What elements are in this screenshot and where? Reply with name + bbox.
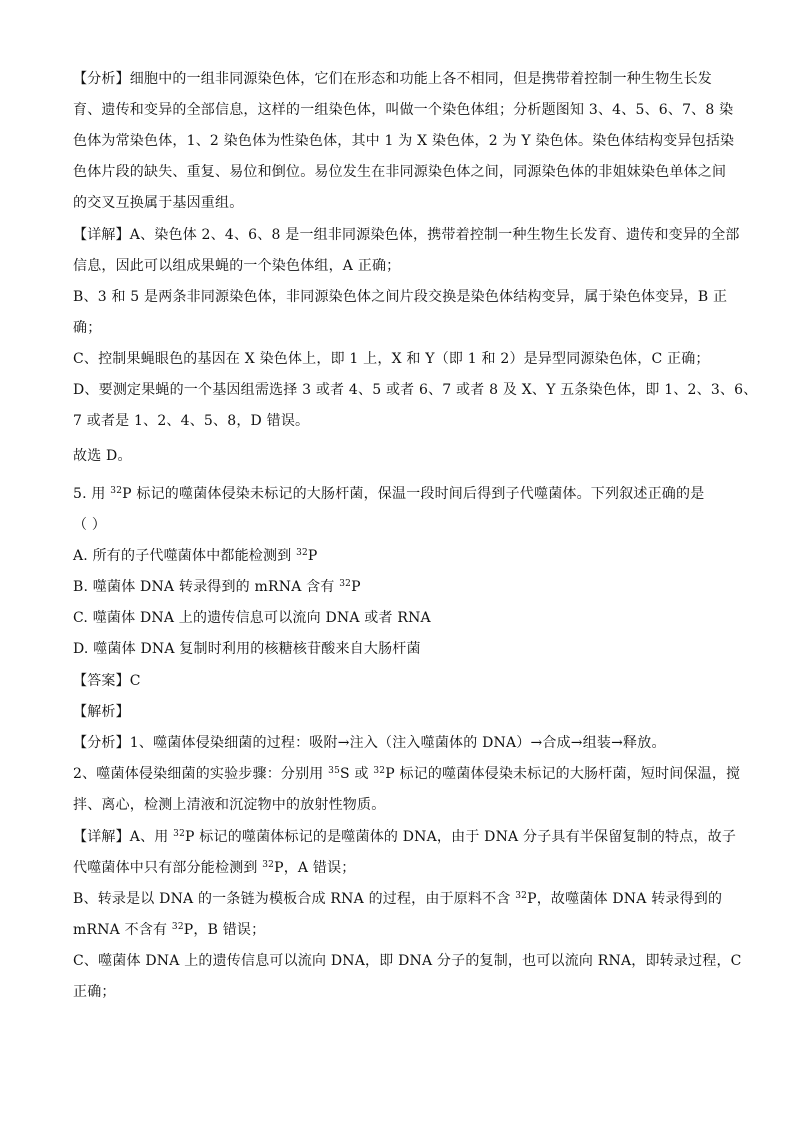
analysis1-line-2: 育、遗传和变异的全部信息，这样的一组染色体，叫做一个染色体组；分析题图知 3、4、5、6、7、8 染 — [73, 102, 734, 118]
option-b: B. 噬菌体 DNA 转录得到的 mRNA 含有 $^{32}$P — [73, 579, 361, 595]
analysis-header: 【解析】 — [73, 704, 130, 720]
detail2-c-line-1: C、噬菌体 DNA 上的遗传信息可以流向 DNA，即 DNA 分子的复制，也可以流向 RNA，即转录过程，C — [73, 953, 742, 969]
analysis2-line-2: 2、噬菌体侵染细菌的实验步骤：分别用 $^{35}$S 或 $^{32}$P 标记的噬菌体侵染未标记的大肠杆菌，短时间保温，搅 — [73, 766, 741, 782]
detail1-line-6: D、要测定果蝇的一个基因组需选择 3 或者 4、5 或者 6、7 或者 8 及 X、Y 五条染色体，即 1、2、3、6、 — [73, 382, 758, 398]
detail2-a-line-1: 【详解】A、用 $^{32}$P 标记的噬菌体标记的是噬菌体的 DNA，由于 DNA 分子具有半保留复制的特点，故子 — [73, 829, 737, 845]
detail2-b-line-1: B、转录是以 DNA 的一条链为模板合成 RNA 的过程，由于原料不含 $^{32}$P，故噬菌体 DNA 转录得到的 — [73, 891, 723, 907]
detail2-c-line-2: 正确； — [73, 984, 116, 1000]
detail1-line-7: 7 或者是 1、2、4、5、8，D 错误。 — [73, 413, 310, 429]
detail1-line-2: 信息，因此可以组成果蝇的一个染色体组，A 正确； — [73, 258, 401, 274]
conclusion-text: 故选 D。 — [73, 448, 132, 464]
option-a: A. 所有的子代噬菌体中都能检测到 $^{32}$P — [73, 548, 318, 564]
detail1-line-1: 【详解】A、染色体 2、4、6、8 是一组非同源染色体，携带着控制一种生物生长发育、遗传和变异的全部 — [73, 227, 740, 243]
analysis1-line-1: 【分析】细胞中的一组非同源染色体，它们在形态和功能上各不相同，但是携带着控制一种生物生长发 — [73, 71, 712, 87]
option-d: D. 噬菌体 DNA 复制时利用的核糖核苷酸来自大肠杆菌 — [73, 641, 421, 657]
analysis2-line-1: 【分析】1、噬菌体侵染细菌的过程：吸附→注入（注入噬菌体的 DNA）→合成→组装→释放。 — [73, 735, 666, 751]
question-5-parentheses: （ ） — [73, 517, 107, 533]
detail2-b-line-2: mRNA 不含有 $^{32}$P，B 错误； — [73, 922, 266, 938]
answer-label: 【答案】C — [73, 673, 141, 689]
analysis1-line-3: 色体为常染色体，1、2 染色体为性染色体，其中 1 为 X 染色体，2 为 Y 染色体。染色体结构变异包括染 — [73, 133, 735, 149]
analysis1-line-4: 色体片段的缺失、重复、易位和倒位。易位发生在非同源染色体之间，同源染色体的非姐妹染色单体之间 — [73, 164, 727, 180]
detail1-line-5: C、控制果蝇眼色的基因在 X 染色体上，即 1 上，X 和 Y（即 1 和 2）是异型同源染色体，C 正确； — [73, 351, 710, 367]
detail2-a-line-2: 代噬菌体中只有部分能检测到 $^{32}$P，A 错误； — [73, 860, 356, 876]
question-5-stem: 5. 用 $^{32}$P 标记的噬菌体侵染未标记的大肠杆菌，保温一段时间后得到子代噬菌体。下列叙述正确的是 — [73, 486, 705, 502]
option-c: C. 噬菌体 DNA 上的遗传信息可以流向 DNA 或者 RNA — [73, 610, 431, 626]
detail1-line-4: 确； — [73, 320, 102, 336]
analysis1-line-5: 的交叉互换属于基因重组。 — [73, 195, 244, 211]
detail1-line-3: B、3 和 5 是两条非同源染色体，非同源染色体之间片段交换是染色体结构变异，属于染色体变异，B 正 — [73, 289, 728, 305]
analysis2-line-3: 拌、离心，检测上清液和沉淀物中的放射性物质。 — [73, 797, 386, 813]
